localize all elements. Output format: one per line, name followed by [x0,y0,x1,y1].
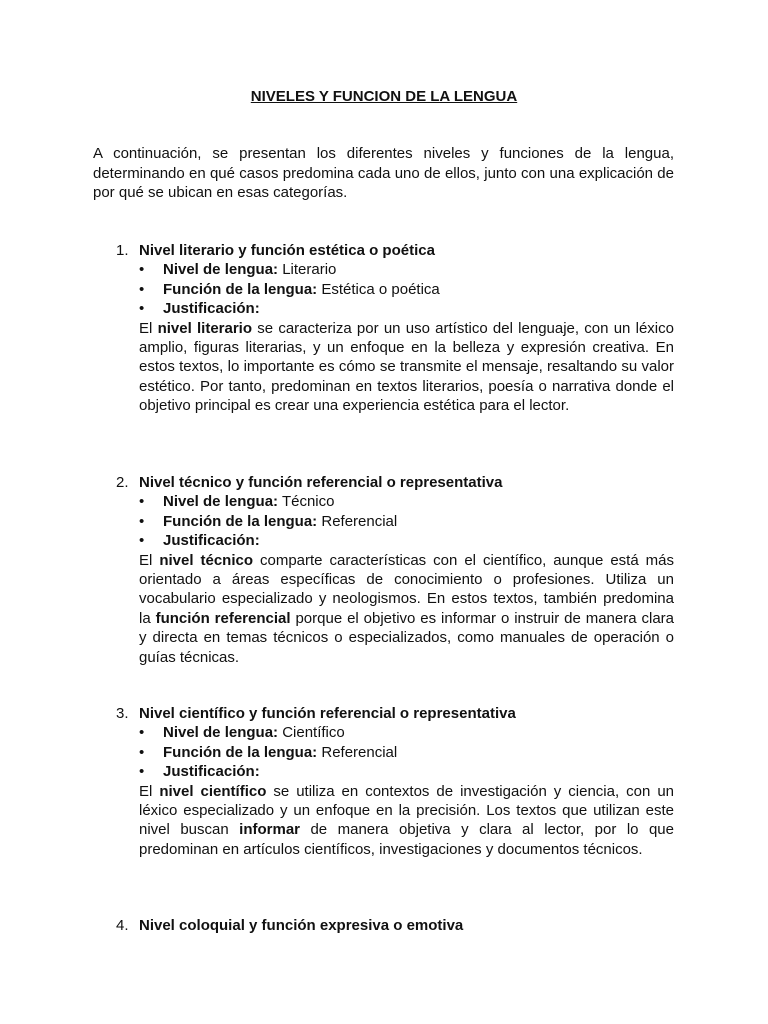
nivel-value: Científico [282,724,345,742]
nivel-label: Nivel de lengua: [163,261,279,279]
bullet-icon: • [139,743,145,761]
bullet-icon: • [139,532,145,550]
nivel-label: Nivel de lengua: [163,493,279,511]
bold-text-run: nivel literario [157,319,253,337]
funcion-value: Referencial [321,743,398,761]
intro-paragraph: A continuación, se presentan los diferentes niveles y funciones de la lengua, determinando en qué casos predomina cada uno de ellos, junto con una explicación de por qué se ubican en esas categorías. [93,145,674,201]
text-run: de manera objetiva y clara al lector, por lo que predominan en artículos científicos, investigaciones y documentos técnicos. [139,821,674,858]
section-number: 2. [116,474,129,491]
bullet-list [116,723,674,781]
bullet-icon: • [139,724,145,742]
bullet-icon: • [139,280,145,298]
funcion-value: Referencial [321,512,398,530]
list-item [116,260,674,279]
list-item [116,492,674,511]
list-item [116,762,674,781]
bold-text-run: nivel técnico [159,551,254,569]
section-heading-text: Nivel coloquial y función expresiva o emotiva [139,917,464,934]
section-heading-text: Nivel literario y función estética o poética [139,242,435,259]
text-run: se utiliza en contextos de investigación y ciencia, con un léxico especializado y un enfoque en la precisión. Los textos que utilizan este nivel buscan [139,782,675,839]
funcion-label: Función de la lengua: [163,743,318,761]
bullet-list [116,260,674,318]
list-item [116,280,674,299]
bullet-icon: • [139,261,145,279]
section-heading [116,241,674,260]
text-run: El [139,551,160,569]
bullet-list [116,492,674,550]
funcion-label: Función de la lengua: [163,280,318,298]
nivel-value: Técnico [281,493,335,511]
bullet-icon: • [139,512,145,530]
text-run: se caracteriza por un uso artístico del lenguaje, con un léxico amplio, figuras literarias, y un enfoque en la belleza y expresión creativa. En estos textos, lo importante es cómo se transmite el mensaje, resaltando su valor estético. Por tanto, predominan en textos literarios, poesía o narrativa donde el objetivo principal es crear una experiencia estética para el lector. [139,319,674,415]
section-2 [116,473,674,667]
text-run: porque el objetivo es informar o instruir de manera clara y directa en temas técnicos o especializados, como manuales de operación o guías técnicas. [139,609,674,666]
section-heading-text: Nivel científico y función referencial o representativa [139,705,516,722]
nivel-value: Literario [282,261,337,279]
document-title: NIVELES Y FUNCION DE LA LENGUA [250,88,518,105]
bold-text-run: informar [239,821,300,839]
list-item [116,299,674,318]
funcion-label: Función de la lengua: [163,512,318,530]
list-item [116,743,674,762]
section-heading [116,916,674,935]
section-4 [116,916,674,935]
justificacion-label: Justificación: [163,763,260,781]
text-run: El [139,782,160,800]
bold-text-run: función referencial [155,609,291,627]
bullet-icon: • [139,493,145,511]
section-number: 3. [116,705,129,722]
funcion-value: Estética o poética [321,280,440,298]
section-number: 1. [116,242,129,259]
text-run: El [139,319,158,337]
section-heading-text: Nivel técnico y función referencial o representativa [139,474,503,491]
bold-text-run: nivel científico [159,782,267,800]
bullet-icon: • [139,300,145,318]
justificacion-paragraph [116,551,674,667]
section-heading [116,704,674,723]
justificacion-paragraph [116,319,674,416]
nivel-label: Nivel de lengua: [163,724,279,742]
section-1 [116,241,674,416]
list-item [116,531,674,550]
bullet-icon: • [139,763,145,781]
list-item [116,512,674,531]
section-heading [116,473,674,492]
section-number: 4. [116,917,129,934]
list-item [116,723,674,742]
section-3 [116,704,674,859]
justificacion-paragraph [116,782,674,860]
justificacion-label: Justificación: [163,532,260,550]
text-run: comparte características con el científico, aunque está más orientado a áreas específicas de conocimiento o profesiones. Utiliza un vocabulario especializado y neologismos. En estos textos, también predomina la [139,551,675,627]
justificacion-label: Justificación: [163,300,260,318]
